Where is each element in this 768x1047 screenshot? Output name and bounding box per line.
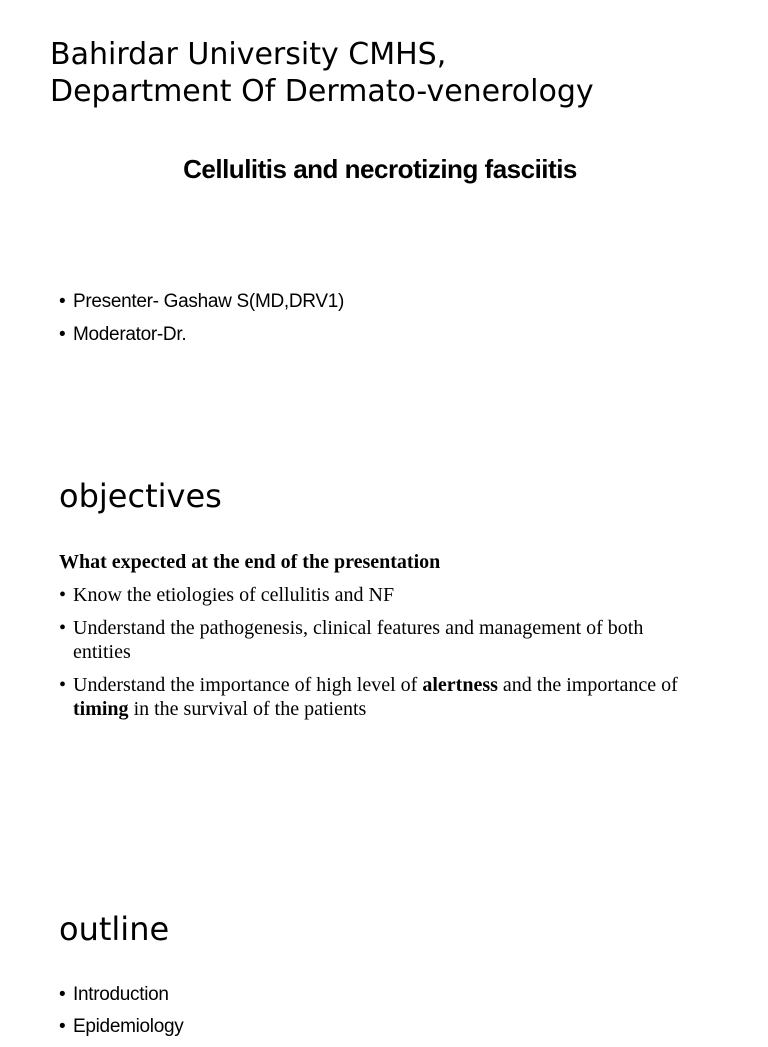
objective-item: • Understand the pathogenesis, clinical features and management of both entities <box>59 616 699 664</box>
presenter-item: • Presenter- Gashaw S(MD,DRV1) <box>59 291 719 313</box>
title-line-2: Department Of Dermato-venerology <box>50 74 594 109</box>
objective-item: • Know the etiologies of cellulitis and NF <box>59 583 699 607</box>
emphasis-timing: timing <box>73 698 129 720</box>
objective-text: in the survival of the patients <box>128 698 367 720</box>
objectives-list <box>59 583 699 730</box>
title-line-1: Bahirdar University CMHS, <box>50 37 447 72</box>
objective-text: Understand the importance of high level of <box>73 674 423 696</box>
objective-text: and the importance of <box>497 674 678 696</box>
outline-heading: outline <box>59 910 170 948</box>
emphasis-alertness: alertness <box>422 674 498 696</box>
objectives-heading: objectives <box>59 477 222 515</box>
slide-title <box>50 36 750 110</box>
outline-list <box>59 983 719 1047</box>
objectives-lead: What expected at the end of the presentation <box>59 551 441 573</box>
moderator-item: • Moderator-Dr. <box>59 324 719 346</box>
objective-item <box>59 673 699 721</box>
outline-item: • Introduction <box>59 983 719 1007</box>
outline-item: • Epidemiology <box>59 1015 719 1039</box>
presenter-list <box>59 291 719 357</box>
presentation-subtitle: Cellulitis and necrotizing fasciitis <box>183 154 577 184</box>
